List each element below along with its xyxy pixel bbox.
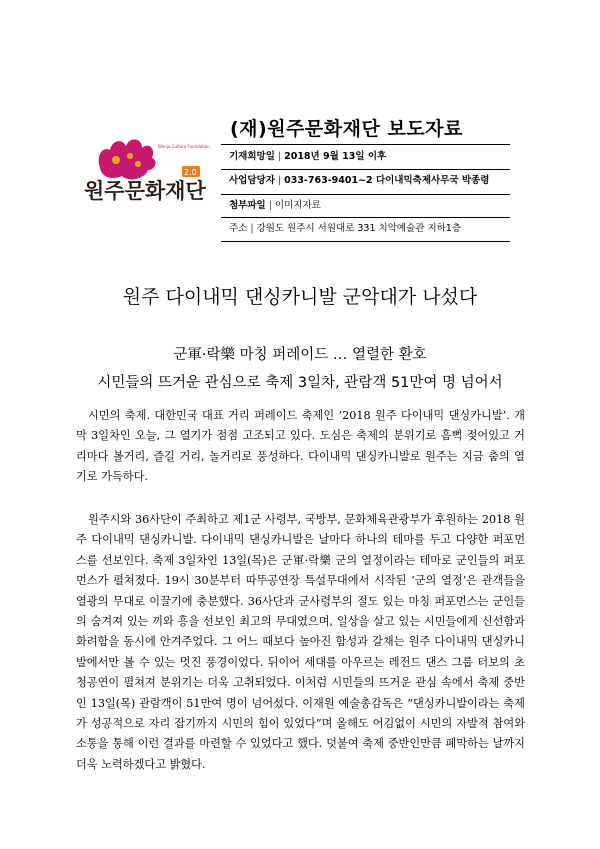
subheadline: 시민들의 뜨거운 관심으로 축제 3일차, 관람객 51만여 명 넘어서 — [97, 375, 503, 391]
divider — [221, 194, 510, 195]
logo-badge: 2.0 — [184, 168, 197, 177]
foundation-logo — [78, 128, 210, 208]
divider — [221, 169, 510, 170]
info-row-date: 기재희망일 | 2018년 9월 13일 이후 — [229, 151, 387, 162]
info-row-attachment: 첨부파일 | 이미지자료 — [229, 200, 321, 211]
info-row-contact: 사업담당자 | 033-763-9401~2 다이내믹축제사무국 박종령 — [229, 175, 490, 186]
logo-script-text: 원주문화재단 — [84, 178, 206, 203]
subheadline: 군軍·락樂 마칭 퍼레이드 … 열렬한 환호 — [173, 347, 427, 363]
divider — [221, 241, 510, 242]
logo-english: Wonju Culture Foundation — [158, 144, 210, 149]
headline: 원주 다이내믹 댄싱카니발 군악대가 나섰다 — [122, 286, 478, 308]
logo-flower-shape — [99, 139, 156, 179]
divider — [221, 217, 510, 218]
body-paragraph: 시민의 축제. 대한민국 대표 거리 퍼레이드 축제인 ‘2018 원주 다이내믹 댄싱카니발’. 개막 3일차인 오늘, 그 열기가 점점 고조되고 있다. 도심은 축제의 분위기로 흠뻑 젖어있고 거리마다 볼거리, 즐길 거리, 놀거리로 풍성하다. 다이내믹 댄싱카니발로 원주는 지금 춤의 열기로 가득하다. — [76, 409, 525, 484]
divider — [221, 144, 510, 145]
press-release-title: (재)원주문화재단 보도자료 — [230, 118, 463, 140]
body-paragraph: 원주시와 36사단이 주최하고 제1군 사령부, 국방부, 문화체육관광부가 후원하는 2018 원주 다이내믹 댄싱카니발. 다이내믹 댄싱카니발은 날마다 하나의 테마를 두고 다양한 퍼포먼스를 선보인다. 축제 3일차인 13일(목)은 군軍·락樂 군의 열정이라는 테마로 군인들의 퍼포먼스가 펼쳐졌다. 19시 30분부터 따뚜공연장 특설무대에서 시작된 ‘군의 열정’은 관객들을 열광의 무대로 이끌기에 충분했다. 36사단과 군사령부의 절도 있는 마칭 퍼포먼스는 군인들의 숨겨져 있는 끼와 흥을 선보인 최고의 무대였으며, 일상을 살고 있는 시민들에게 신선함과 화려함을 동시에 안겨주었다. 그 어느 때보다 높아진 함성과 갈채는 원주 다이내믹 댄싱카니발에서만 볼 수 있는 멋진 풍경이었다. 뒤이어 세대를 아우르는 레전드 댄스 그룹 터보의 초청공연이 펼쳐져 분위기는 더욱 고취되었다. 이처럼 시민들의 뜨거운 관심 속에서 축제 중반인 13일(목) 관람객이 51만여 명이 넘어섰다. 이재원 예술총감독은 “댄싱카니발이라는 축제가 성공적으로 자리 잡기까지 시민의 힘이 있었다”며 올해도 어김없이 시민의 자발적 참여와 소통을 통해 이런 결과를 마련할 수 있었다고 했다. 덧붙여 축제 중반인만큼 폐막하는 날까지 더욱 노력하겠다고 밝혔다. — [76, 513, 525, 771]
info-row-address: 주소 | 강원도 원주시 서원대로 331 치악예술관 지하1층 — [229, 223, 462, 234]
